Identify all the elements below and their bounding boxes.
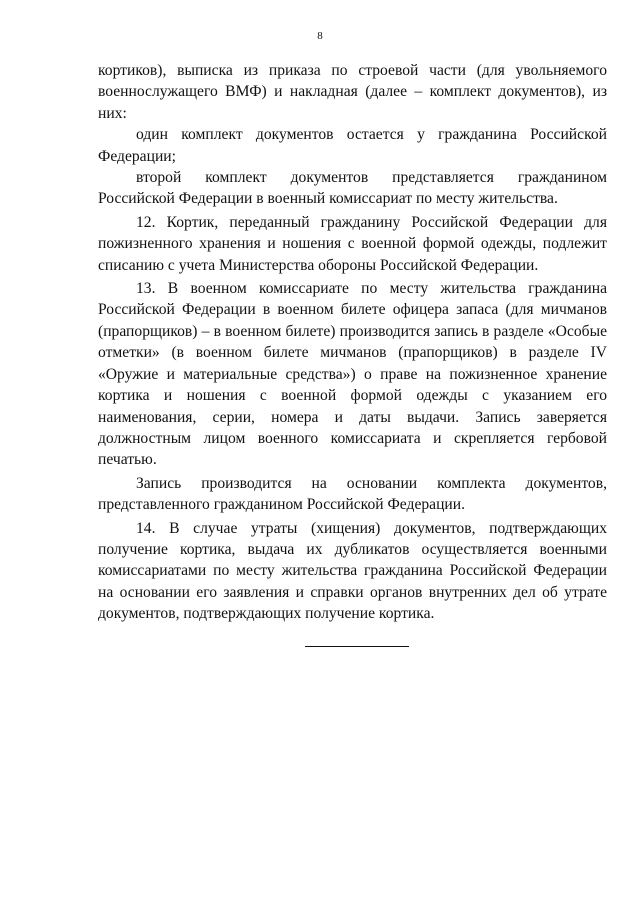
paragraph-record-basis: Запись производится на основании комплекта документов, представленного гражданином Российской Федерации.	[98, 474, 607, 514]
paragraph-item-12: 12. Кортик, переданный гражданину Российской Федерации для пожизненного хранения и ношения с военной формой одежды, подлежит списанию с учета Министерства обороны Российской Федерации.	[98, 213, 607, 274]
page-number: 8	[317, 30, 323, 42]
paragraph-first-copy: один комплект документов остается у гражданина Российской Федерации;	[98, 126, 607, 165]
paragraph-second-copy: второй комплект документов представляется гражданином Российской Федерации в военный комиссариат по месту жительства.	[98, 169, 607, 208]
paragraph-item-13: 13. В военном комиссариате по месту жительства гражданина Российской Федерации в военном билете офицера запаса (для мичманов (прапорщиков) – в военном билете) производится запись в разделе «Особые отметки» (в военном билете мичманов (прапорщиков) в разделе IV «Оружие и материальные средства») о праве на пожизненное хранение кортика и ношения с военной формой одежды с указанием его наименования, серии, номера и даты выдачи. Запись заверяется должностным лицом военного комиссариата и скрепляется гербовой печатью.	[98, 280, 607, 469]
paragraph-item-14: 14. В случае утраты (хищения) документов, подтверждающих получение кортика, выдача их дубликатов осуществляется военными комиссариатами по месту жительства гражданина Российской Федерации на основании его заявления и справки органов внутренних дел об утрате документов, подтверждающих получение кортика.	[98, 519, 607, 623]
end-of-document-line	[305, 646, 409, 647]
paragraph-continuation: кортиков), выписка из приказа по строевой части (для увольняемого военнослужащего ВМФ) и накладная (далее – комплект документов), из них:	[98, 62, 607, 122]
document-body	[98, 60, 607, 625]
